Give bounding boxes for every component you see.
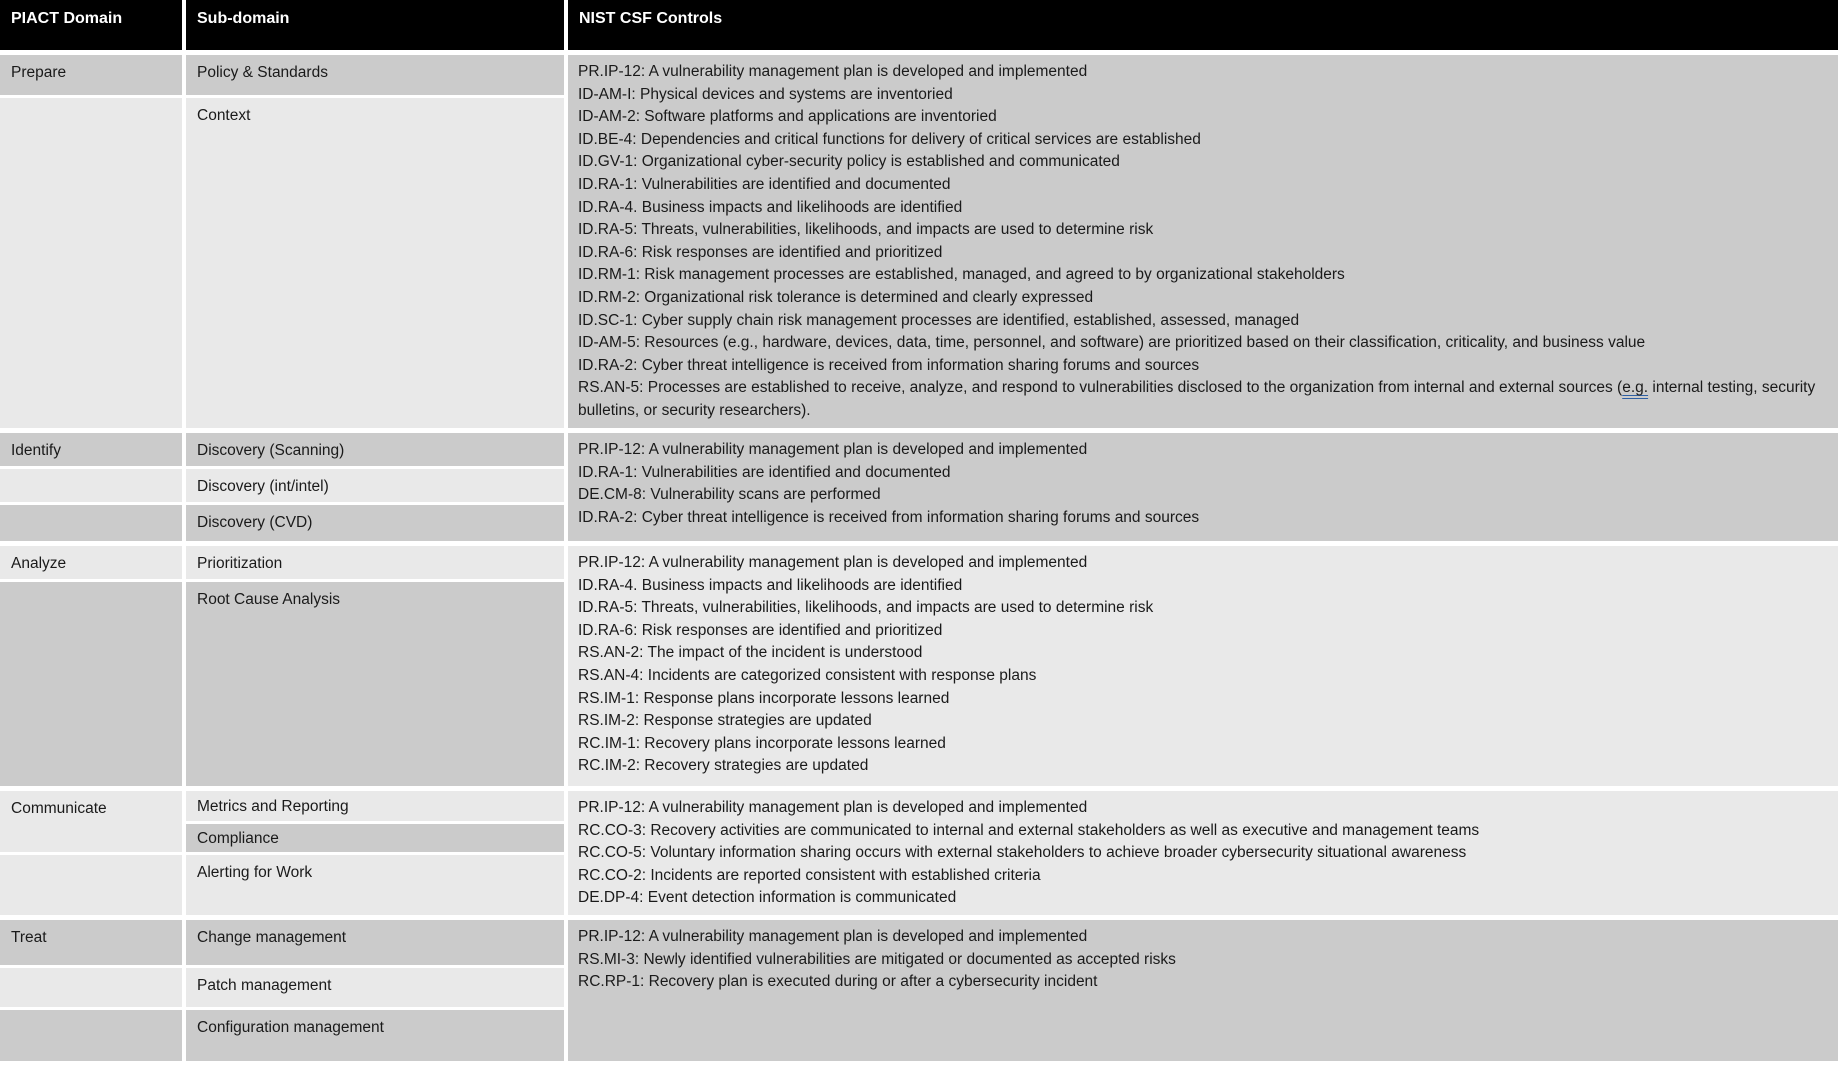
control-text-post: internal testing, security bulletins, or security researchers).	[578, 379, 1816, 419]
domain-cell-identify: Identify	[0, 433, 182, 466]
control-line: ID.RA-5: Threats, vulnerabilities, likelihoods, and impacts are used to determine risk	[578, 221, 1154, 239]
control-line: ID.RA-1: Vulnerabilities are identified and documented	[578, 463, 951, 481]
section-prepare	[0, 55, 1838, 428]
control-line: RC.CO-5: Voluntary information sharing occurs with external stakeholders to achieve broader cybersecurity situational awareness	[578, 844, 1467, 862]
subdomain-cell-patch-management: Patch management	[186, 968, 564, 1007]
control-line: RS.IM-2: Response strategies are updated	[578, 712, 872, 730]
controls-cell-analyze	[568, 546, 1838, 786]
domain-cell-analyze: Analyze	[0, 546, 182, 579]
domain-cell-prepare: Prepare	[0, 55, 182, 95]
subdomain-cell-discovery-int-intel: Discovery (int/intel)	[186, 469, 564, 502]
control-line: DE.CM-8: Vulnerability scans are performed	[578, 486, 881, 504]
control-line: PR.IP-12: A vulnerability management plan is developed and implemented	[578, 554, 1088, 571]
control-line: ID.RA-2: Cyber threat intelligence is received from information sharing forums and sources	[578, 508, 1200, 526]
domain-cell-communicate: Communicate	[0, 791, 182, 852]
control-line: PR.IP-12: A vulnerability management plan is developed and implemented	[578, 441, 1088, 458]
control-line: PR.IP-12: A vulnerability management plan is developed and implemented	[578, 928, 1088, 945]
subdomain-cell-configuration-management: Configuration management	[186, 1010, 564, 1061]
subdomain-cell-discovery-cvd: Discovery (CVD)	[186, 505, 564, 541]
control-line: ID.GV-1: Organizational cyber-security policy is established and communicated	[578, 153, 1120, 171]
subdomain-cell-alerting-for-work: Alerting for Work	[186, 855, 564, 915]
subdomain-cell-root-cause-analysis: Root Cause Analysis	[186, 582, 564, 786]
header-sub-domain: Sub-domain	[186, 0, 564, 50]
controls-cell-communicate	[568, 791, 1838, 915]
subdomain-cell-policy-standards: Policy & Standards	[186, 55, 564, 95]
control-line: ID.BE-4: Dependencies and critical functions for delivery of critical services are established	[578, 130, 1201, 148]
control-line: PR.IP-12: A vulnerability management plan is developed and implemented	[578, 63, 1088, 80]
table-header-row	[0, 0, 1838, 50]
controls-cell-identify	[568, 433, 1838, 541]
controls-cell-prepare	[568, 55, 1838, 428]
control-line: ID-AM-2: Software platforms and applications are inventoried	[578, 108, 997, 126]
control-line: RC.CO-2: Incidents are reported consistent with established criteria	[578, 866, 1041, 884]
domain-cell-identify-spacer	[0, 469, 182, 502]
control-line: RC.IM-2: Recovery strategies are updated	[578, 757, 869, 775]
control-line: ID-AM-I: Physical devices and systems are inventoried	[578, 85, 953, 103]
domain-cell-analyze-spacer	[0, 582, 182, 786]
control-line: ID.RM-1: Risk management processes are established, managed, and agreed to by organizational stakeholders	[578, 266, 1345, 284]
subdomain-cell-context: Context	[186, 98, 564, 428]
control-line: RS.MI-3: Newly identified vulnerabilities are mitigated or documented as accepted risks	[578, 950, 1176, 968]
control-line: ID.RA-5: Threats, vulnerabilities, likelihoods, and impacts are used to determine risk	[578, 599, 1154, 617]
header-nist-csf-controls: NIST CSF Controls	[568, 0, 1838, 50]
control-text-underlined-eg: e.g.	[1622, 379, 1649, 397]
control-line: PR.IP-12: A vulnerability management plan is developed and implemented	[578, 799, 1088, 816]
control-line: ID.RA-4. Business impacts and likelihoods are identified	[578, 198, 963, 216]
section-analyze	[0, 546, 1838, 786]
domain-cell-identify-spacer	[0, 505, 182, 541]
control-line: ID.SC-1: Cyber supply chain risk management processes are identified, established, assessed, managed	[578, 311, 1300, 329]
control-text-pre: RS.AN-5: Processes are established to receive, analyze, and respond to vulnerabilities disclosed to the organization from internal and external sources (	[578, 379, 1623, 397]
section-treat	[0, 920, 1838, 1061]
subdomain-cell-change-management: Change management	[186, 920, 564, 965]
header-piact-domain: PIACT Domain	[0, 0, 182, 50]
subdomain-cell-discovery-scanning: Discovery (Scanning)	[186, 433, 564, 466]
domain-cell-treat-spacer	[0, 968, 182, 1007]
subdomain-cell-compliance: Compliance	[186, 824, 564, 852]
control-line: ID-AM-5: Resources (e.g., hardware, devices, data, time, personnel, and software) are prioritized based on their classification, criticality, and business value	[578, 334, 1646, 352]
section-communicate	[0, 791, 1838, 915]
control-line: RC.IM-1: Recovery plans incorporate lessons learned	[578, 734, 946, 752]
subdomain-cell-metrics-and-reporting: Metrics and Reporting	[186, 791, 564, 821]
controls-cell-treat	[568, 920, 1838, 1061]
control-line: RS.IM-1: Response plans incorporate lessons learned	[578, 689, 950, 707]
control-line: ID.RM-2: Organizational risk tolerance is determined and clearly expressed	[578, 288, 1094, 306]
subdomain-cell-prioritization: Prioritization	[186, 546, 564, 579]
control-line: DE.DP-4: Event detection information is communicated	[578, 889, 957, 907]
control-line: ID.RA-1: Vulnerabilities are identified and documented	[578, 175, 951, 193]
control-line: ID.RA-6: Risk responses are identified and prioritized	[578, 621, 943, 639]
control-line: RC.CO-3: Recovery activities are communicated to internal and external stakeholders as well as executive and management teams	[578, 821, 1480, 839]
control-line-rsan5	[578, 377, 1826, 422]
control-line: RS.AN-4: Incidents are categorized consistent with response plans	[578, 666, 1037, 684]
domain-cell-communicate-spacer	[0, 855, 182, 915]
section-identify	[0, 433, 1838, 541]
control-line: RS.AN-2: The impact of the incident is understood	[578, 644, 923, 662]
control-line: ID.RA-6: Risk responses are identified and prioritized	[578, 243, 943, 261]
domain-cell-treat-spacer	[0, 1010, 182, 1061]
domain-cell-treat: Treat	[0, 920, 182, 965]
control-line: RC.RP-1: Recovery plan is executed during or after a cybersecurity incident	[578, 973, 1098, 991]
domain-cell-prepare-spacer	[0, 98, 182, 428]
control-line: ID.RA-2: Cyber threat intelligence is received from information sharing forums and sources	[578, 356, 1200, 374]
control-line: ID.RA-4. Business impacts and likelihoods are identified	[578, 576, 963, 594]
